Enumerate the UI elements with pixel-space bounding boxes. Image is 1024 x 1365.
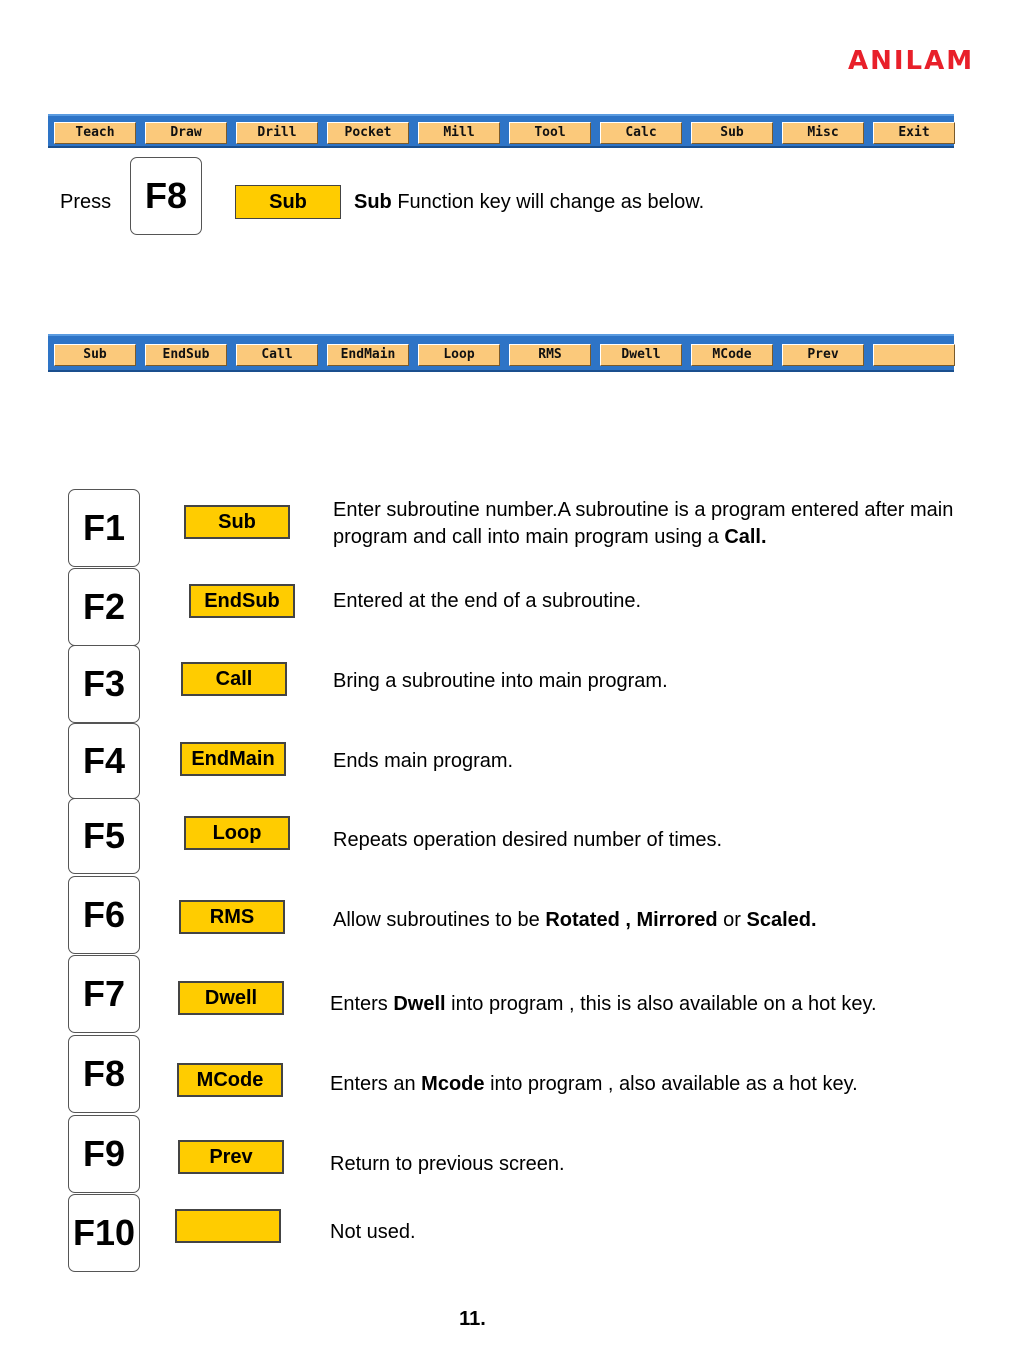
loop-softkey-button[interactable]: Loop bbox=[184, 816, 290, 850]
f3-description bbox=[333, 668, 1013, 695]
sub-function-key-bar bbox=[48, 334, 954, 372]
main-softkey-2[interactable]: Draw bbox=[145, 122, 227, 144]
page-number: 11. bbox=[459, 1308, 486, 1330]
sub-softkey-3[interactable]: Call bbox=[236, 344, 318, 366]
description-fragment: or bbox=[717, 909, 747, 931]
instruction-rest: Function key will change as below. bbox=[391, 191, 705, 213]
press-label: Press bbox=[60, 191, 112, 213]
f8-description bbox=[330, 1071, 1010, 1098]
sub-softkey-button[interactable]: Sub bbox=[235, 185, 341, 219]
description-fragment: Enter subroutine number.A subroutine is a program entered after main program and call into main program using a bbox=[333, 499, 954, 548]
f4-key-icon: F4 bbox=[68, 723, 140, 799]
f6-description bbox=[333, 907, 1013, 934]
f7-description bbox=[330, 991, 1010, 1018]
svg-text:ANILAM: ANILAM bbox=[848, 46, 975, 74]
sub-softkey-1[interactable]: Sub bbox=[54, 344, 136, 366]
anilam-logo bbox=[848, 44, 980, 74]
description-fragment: Enters an bbox=[330, 1073, 422, 1095]
f2-key-icon: F2 bbox=[68, 568, 140, 646]
main-softkey-10[interactable]: Exit bbox=[873, 122, 955, 144]
description-fragment: Call. bbox=[724, 526, 767, 548]
main-softkey-4[interactable]: Pocket bbox=[327, 122, 409, 144]
sub-softkey-5[interactable]: Loop bbox=[418, 344, 500, 366]
sub-softkey-6[interactable]: RMS bbox=[509, 344, 591, 366]
blank-softkey-button[interactable] bbox=[175, 1209, 281, 1243]
rms-softkey-button[interactable]: RMS bbox=[179, 900, 285, 934]
endmain-softkey-button[interactable]: EndMain bbox=[180, 742, 286, 776]
sub-softkey-10[interactable] bbox=[873, 344, 955, 366]
call-softkey-button[interactable]: Call bbox=[181, 662, 287, 696]
f5-description bbox=[333, 827, 1013, 854]
f10-key-icon: F10 bbox=[68, 1194, 140, 1272]
main-softkey-7[interactable]: Calc bbox=[600, 122, 682, 144]
instruction-text bbox=[354, 191, 704, 214]
main-softkey-5[interactable]: Mill bbox=[418, 122, 500, 144]
description-fragment: Allow subroutines to be bbox=[333, 909, 546, 931]
description-fragment: Enters bbox=[330, 993, 394, 1015]
f10-description bbox=[330, 1219, 1010, 1246]
f8-key-icon: F8 bbox=[130, 157, 202, 235]
sub-softkey-button[interactable]: Sub bbox=[184, 505, 290, 539]
main-softkey-1[interactable]: Teach bbox=[54, 122, 136, 144]
f7-key-icon: F7 bbox=[68, 955, 140, 1033]
description-fragment: Ends main program. bbox=[333, 750, 514, 772]
description-fragment: Bring a subroutine into main program. bbox=[333, 670, 668, 692]
description-fragment: Not used. bbox=[330, 1221, 416, 1243]
description-fragment: Dwell bbox=[393, 993, 446, 1015]
sub-softkey-9[interactable]: Prev bbox=[782, 344, 864, 366]
f9-key-icon: F9 bbox=[68, 1115, 140, 1193]
description-fragment: Scaled. bbox=[746, 909, 817, 931]
f8-key-icon: F8 bbox=[68, 1035, 140, 1113]
main-softkey-6[interactable]: Tool bbox=[509, 122, 591, 144]
sub-softkey-7[interactable]: Dwell bbox=[600, 344, 682, 366]
instruction-emphasis: Sub bbox=[354, 191, 392, 213]
f9-description bbox=[330, 1151, 1010, 1178]
f2-description bbox=[333, 588, 1013, 615]
description-fragment: into program , this is also available on a hot key. bbox=[445, 993, 877, 1015]
sub-softkey-8[interactable]: MCode bbox=[691, 344, 773, 366]
prev-softkey-button[interactable]: Prev bbox=[178, 1140, 284, 1174]
description-fragment: Repeats operation desired number of times. bbox=[333, 829, 723, 851]
description-fragment: Rotated , Mirrored bbox=[545, 909, 718, 931]
f1-description bbox=[333, 497, 993, 551]
description-fragment: Return to previous screen. bbox=[330, 1153, 565, 1175]
f1-key-icon: F1 bbox=[68, 489, 140, 567]
f5-key-icon: F5 bbox=[68, 798, 140, 874]
main-softkey-8[interactable]: Sub bbox=[691, 122, 773, 144]
dwell-softkey-button[interactable]: Dwell bbox=[178, 981, 284, 1015]
description-fragment: Mcode bbox=[421, 1073, 485, 1095]
f3-key-icon: F3 bbox=[68, 645, 140, 723]
sub-softkey-2[interactable]: EndSub bbox=[145, 344, 227, 366]
main-softkey-3[interactable]: Drill bbox=[236, 122, 318, 144]
endsub-softkey-button[interactable]: EndSub bbox=[189, 584, 295, 618]
main-function-key-bar bbox=[48, 114, 954, 148]
f4-description bbox=[333, 748, 1013, 775]
mcode-softkey-button[interactable]: MCode bbox=[177, 1063, 283, 1097]
description-fragment: Entered at the end of a subroutine. bbox=[333, 590, 641, 612]
description-fragment: into program , also available as a hot key. bbox=[484, 1073, 858, 1095]
sub-softkey-4[interactable]: EndMain bbox=[327, 344, 409, 366]
f6-key-icon: F6 bbox=[68, 876, 140, 954]
main-softkey-9[interactable]: Misc bbox=[782, 122, 864, 144]
